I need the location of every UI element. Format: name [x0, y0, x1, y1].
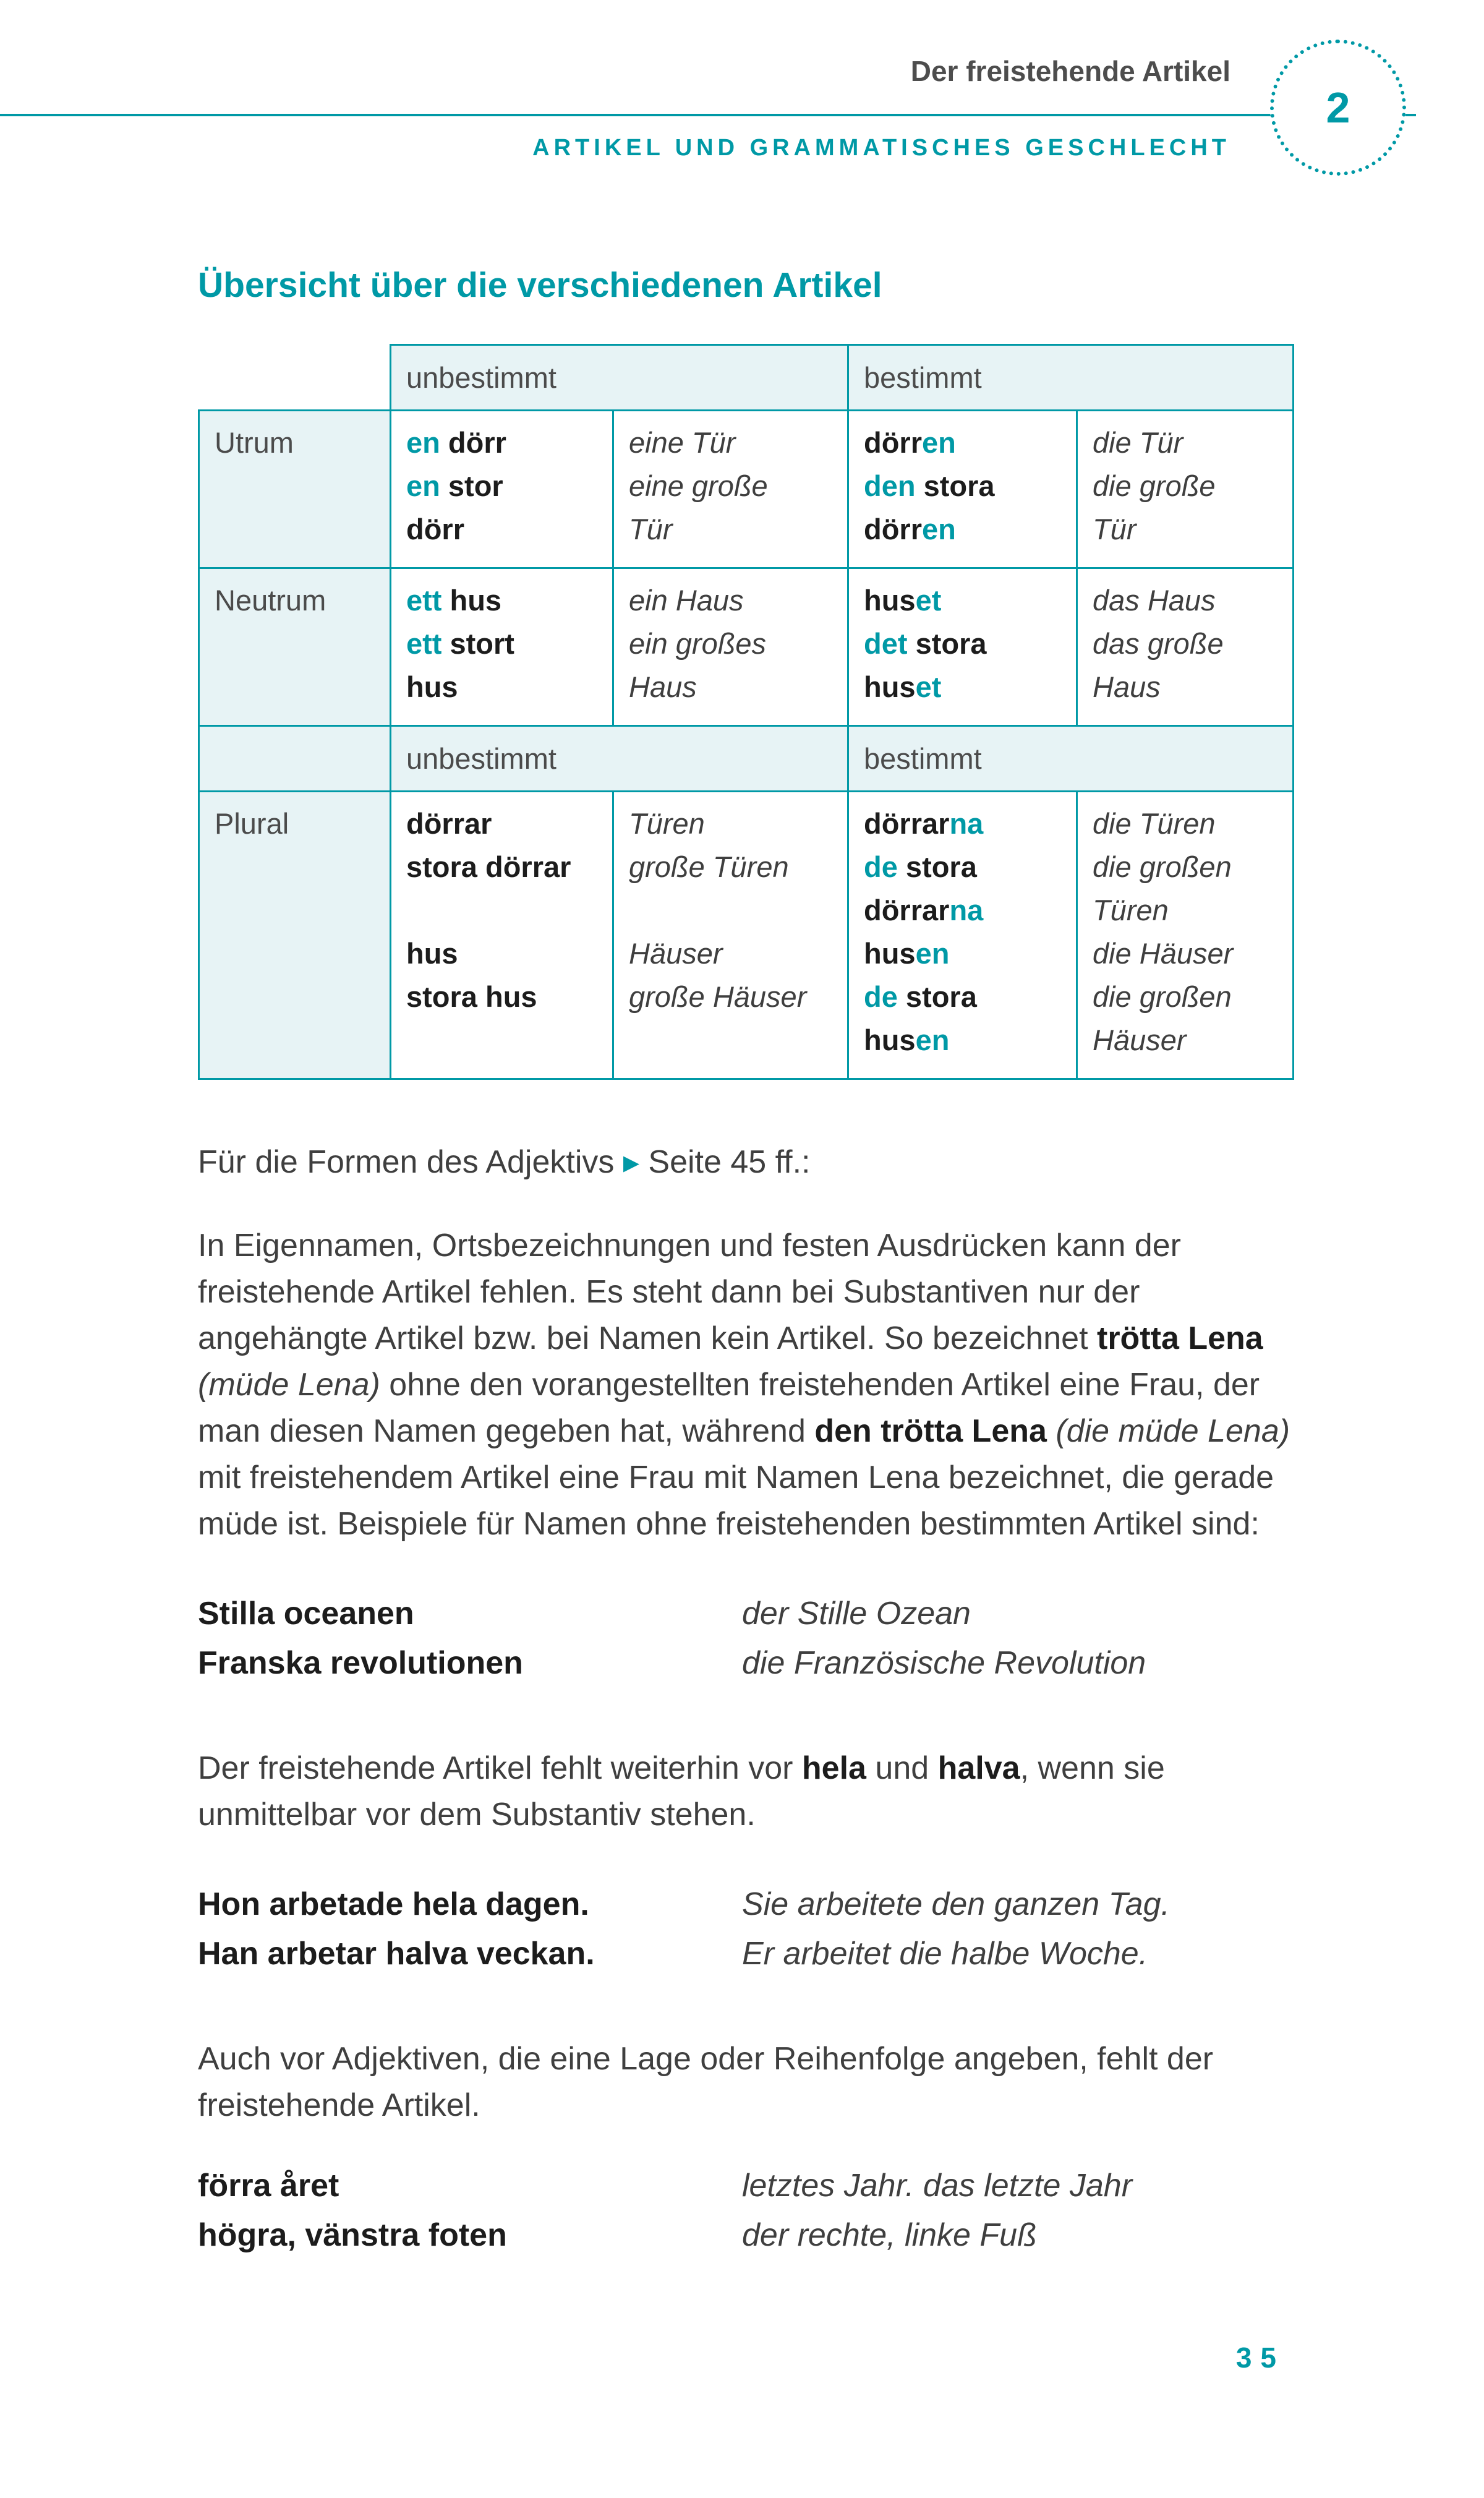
table-cell-line [1093, 889, 1285, 932]
table-cell-plural-sv-indef [391, 792, 613, 1079]
text-segment: die großen [1093, 850, 1232, 883]
text-segment: stora [907, 627, 987, 660]
table-cell-line [864, 464, 1068, 508]
table-cell-line [1093, 464, 1285, 508]
text-segment: en [922, 426, 956, 459]
table-cell-line [864, 802, 1068, 845]
text-segment: ein Haus [629, 584, 744, 617]
table-cell-plural-de-def [1077, 792, 1294, 1079]
table-cell-line [406, 508, 605, 551]
chapter-number-badge [1270, 40, 1406, 176]
table-cell-line [406, 932, 605, 975]
table-cell-line [406, 579, 605, 622]
table-cell-line [864, 975, 1068, 1019]
text-segment: et [915, 584, 942, 617]
page-title: Übersicht über die verschiedenen Artikel [198, 265, 882, 305]
text-segment: hus [864, 1024, 916, 1056]
text-segment: Tür [629, 513, 673, 545]
text-segment: eine Tür [629, 426, 736, 459]
table-cell-line [864, 889, 1068, 932]
text-segment: en [922, 513, 956, 545]
table-corner-cell [199, 345, 391, 411]
table-header-row-1 [199, 345, 1294, 411]
text-segment: ▸ [623, 1144, 639, 1180]
text-segment: große Häuser [629, 980, 807, 1013]
chapter-number: 2 [1326, 83, 1350, 132]
row-label-plural: Plural [199, 792, 391, 1079]
table-cell-line [629, 932, 840, 975]
table-cell-utrum-de-def [1077, 411, 1294, 568]
table-cell-line [629, 975, 840, 1019]
article-overview-table [198, 344, 1294, 1080]
example-german: Er arbeitet die halbe Woche. [742, 1936, 1148, 1972]
example-swedish: Franska revolutionen [198, 1645, 523, 1681]
text-segment: das Haus [1093, 584, 1216, 617]
table-cell-line [864, 579, 1068, 622]
example-german: der Stille Ozean [742, 1596, 971, 1632]
text-segment: stora hus [406, 980, 537, 1013]
page-content [0, 265, 1484, 2258]
text-segment: na [949, 807, 984, 840]
table-cell-line [406, 622, 605, 665]
table-cell-line [1093, 579, 1285, 622]
example-block-hela-halva [198, 1881, 1292, 1977]
table-cell-line [406, 802, 605, 845]
table-cell-line [406, 975, 605, 1019]
example-block-position [198, 2163, 1292, 2258]
row-label-utrum: Utrum [199, 411, 391, 568]
example-swedish: Hon arbetade hela dagen. [198, 1886, 589, 1922]
text-segment: stort [441, 627, 514, 660]
table-cell-utrum-de-indef [613, 411, 848, 568]
text-segment: hela [801, 1750, 866, 1786]
table-cell-neutrum-de-indef [613, 568, 848, 726]
paragraph-proper-names [198, 1223, 1292, 1547]
header-rule [0, 114, 1416, 116]
page-number: 35 [1235, 2342, 1285, 2374]
text-segment: Der freistehende Artikel fehlt weiterhin vor [198, 1750, 802, 1786]
table-cell-neutrum-de-def [1077, 568, 1294, 726]
text-segment: die Türen [1093, 807, 1216, 840]
table-cell-neutrum-sv-indef [391, 568, 613, 726]
table-header-row-2 [199, 726, 1294, 792]
table-cell-line [1093, 665, 1285, 709]
table-header-spacer-cell [199, 726, 391, 792]
table-cell-line [629, 802, 840, 845]
table-cell-line [629, 845, 840, 889]
text-segment: et [915, 670, 942, 703]
text-segment: Haus [1093, 670, 1161, 703]
table-cell-line [1093, 932, 1285, 975]
section-title: ARTIKEL UND GRAMMATISCHES GESCHLECHT [532, 135, 1230, 161]
table-cell-plural-sv-def [848, 792, 1077, 1079]
text-segment: en [406, 469, 440, 502]
text-segment: und [866, 1750, 938, 1786]
text-segment: trötta Lena [1097, 1320, 1263, 1356]
text-segment: (müde Lena) [198, 1367, 380, 1403]
text-segment: den trötta Lena [814, 1413, 1047, 1449]
text-segment: In Eigennamen, Ortsbezeichnungen und festen Ausdrücken kann der freistehende Artikel fehlen. Es steht dann bei Substantiven nur der angehängte Artikel bzw. bei Namen kein Artikel. So bezeichnet [198, 1228, 1181, 1356]
table-cell-line [406, 464, 605, 508]
page-header [0, 0, 1484, 186]
text-segment: Tür [1093, 513, 1136, 545]
text-segment: Seite 45 ff.: [639, 1144, 811, 1180]
table-cell-line [629, 464, 840, 508]
paragraph-hela-halva [198, 1745, 1292, 1838]
text-segment: mit freistehendem Artikel eine Frau mit Namen Lena bezeichnet, die gerade müde ist. Beispiele für Namen ohne freistehenden bestimmten Artikel sind: [198, 1460, 1274, 1542]
table-cell-line [864, 622, 1068, 665]
text-segment: ohne den vorangestellten freistehenden Artikel eine Frau, der man diesen Namen gegeben hat, während [198, 1367, 1260, 1449]
text-segment: Häuser [629, 937, 723, 970]
text-segment: de [864, 980, 898, 1013]
text-segment: dörrar [864, 894, 950, 926]
text-segment: (die müde Lena) [1055, 1413, 1290, 1449]
table-cell-utrum-sv-def [848, 411, 1077, 568]
table-cell-line [406, 889, 605, 932]
text-segment: hus [406, 937, 458, 970]
text-segment: en [915, 937, 950, 970]
table-cell-line [629, 421, 840, 464]
text-segment: dörr [440, 426, 506, 459]
text-segment: die große [1093, 469, 1216, 502]
table-cell-line [1093, 622, 1285, 665]
text-segment: stor [440, 469, 503, 502]
table-cell-line [864, 845, 1068, 889]
table-cell-line [406, 421, 605, 464]
example-block-proper-names [198, 1591, 1292, 1686]
text-segment: ein großes [629, 627, 767, 660]
table-cell-line [629, 889, 840, 932]
text-segment: Türen [1093, 894, 1169, 926]
table-row-utrum [199, 411, 1294, 568]
text-segment: hus [864, 937, 916, 970]
table-cell-line [629, 579, 840, 622]
text-segment: stora [897, 850, 977, 883]
text-segment: hus [406, 670, 458, 703]
column-header-unbestimmt: unbestimmt [391, 345, 848, 411]
text-segment: große Türen [629, 850, 789, 883]
table-cell-line [864, 932, 1068, 975]
text-segment: stora [897, 980, 977, 1013]
paragraph-position-adjectives [198, 2036, 1292, 2129]
table-cell-line [406, 845, 605, 889]
text-segment: Häuser [1093, 1024, 1187, 1056]
text-segment: na [949, 894, 984, 926]
text-segment: Auch vor Adjektiven, die eine Lage oder Reihenfolge angeben, fehlt der freistehende Artikel. [198, 2041, 1214, 2123]
text-segment: dörrar [406, 807, 492, 840]
text-segment: halva [937, 1750, 1020, 1786]
table-row-plural [199, 792, 1294, 1079]
row-label-neutrum: Neutrum [199, 568, 391, 726]
table-cell-line [864, 421, 1068, 464]
text-segment: en [915, 1024, 950, 1056]
table-cell-line [864, 508, 1068, 551]
running-title: Der freistehende Artikel [910, 55, 1230, 87]
text-segment: die Häuser [1093, 937, 1234, 970]
table-cell-utrum-sv-indef [391, 411, 613, 568]
table-cell-line [629, 622, 840, 665]
text-segment: dörr [864, 513, 923, 545]
column-header-bestimmt-plural: bestimmt [848, 726, 1294, 792]
example-german: der rechte, linke Fuß [742, 2217, 1037, 2253]
text-segment: , wenn sie unmittelbar vor dem Substantiv stehen. [198, 1750, 1165, 1833]
text-segment: det [864, 627, 908, 660]
text-segment: hus [864, 584, 916, 617]
example-swedish: förra året [198, 2168, 339, 2204]
table-cell-line [629, 508, 840, 551]
text-segment: hus [864, 670, 916, 703]
table-cell-line [1093, 845, 1285, 889]
table-cell-line [629, 665, 840, 709]
table-cell-line [864, 1019, 1068, 1062]
text-segment: stora [915, 469, 995, 502]
table-row-neutrum [199, 568, 1294, 726]
text-segment: die großen [1093, 980, 1232, 1013]
text-segment: de [864, 850, 898, 883]
table-cell-line [864, 665, 1068, 709]
text-segment: ett [406, 627, 442, 660]
example-swedish: högra, vänstra foten [198, 2217, 507, 2253]
text-segment: dörr [406, 513, 464, 545]
example-german: Sie arbeitete den ganzen Tag. [742, 1886, 1170, 1922]
column-header-bestimmt: bestimmt [848, 345, 1294, 411]
table-cell-line [1093, 508, 1285, 551]
text-segment: hus [441, 584, 502, 617]
text-segment: stora dörrar [406, 850, 571, 883]
table-cell-neutrum-sv-def [848, 568, 1077, 726]
table-cell-plural-de-indef [613, 792, 848, 1079]
text-segment: eine große [629, 469, 768, 502]
text-segment: ett [406, 584, 442, 617]
text-segment [1047, 1413, 1055, 1449]
text-segment: Türen [629, 807, 705, 840]
example-swedish: Stilla oceanen [198, 1596, 414, 1632]
example-german: letztes Jahr. das letzte Jahr [742, 2168, 1133, 2204]
table-cell-line [1093, 975, 1285, 1019]
column-header-unbestimmt-plural: unbestimmt [391, 726, 848, 792]
table-cell-line [406, 665, 605, 709]
text-segment: Haus [629, 670, 697, 703]
text-segment: das große [1093, 627, 1224, 660]
text-segment: en [406, 426, 440, 459]
text-segment: dörrar [864, 807, 950, 840]
table-cell-line [1093, 421, 1285, 464]
example-swedish: Han arbetar halva veckan. [198, 1936, 595, 1972]
text-segment: dörr [864, 426, 923, 459]
table-cell-line [1093, 1019, 1285, 1062]
text-segment: Für die Formen des Adjektivs [198, 1144, 623, 1180]
cross-reference-adjective-forms [198, 1139, 1292, 1186]
table-cell-line [1093, 802, 1285, 845]
example-german: die Französische Revolution [742, 1645, 1146, 1681]
text-segment: die Tür [1093, 426, 1183, 459]
text-segment: den [864, 469, 916, 502]
